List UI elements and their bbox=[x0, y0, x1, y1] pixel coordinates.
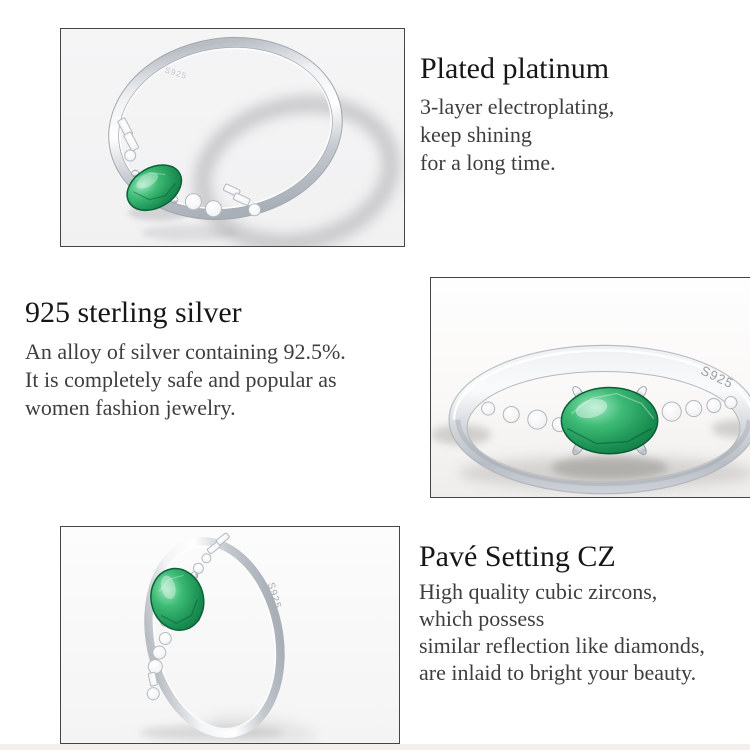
feature-heading: Plated platinum bbox=[420, 52, 610, 85]
feature-text-line: 3-layer electroplating, bbox=[420, 94, 615, 119]
ring-shadow bbox=[139, 709, 318, 743]
emerald-gem bbox=[561, 385, 657, 457]
feature-text-line: similar reflection like diamonds, bbox=[419, 633, 705, 658]
s925-engraving: S925 bbox=[698, 362, 736, 392]
feature-sterling-silver bbox=[25, 296, 346, 422]
feature-plated-platinum bbox=[420, 52, 614, 177]
feature-text-line: An alloy of silver containing 92.5%. bbox=[25, 339, 346, 364]
feature-text-line: women fashion jewelry. bbox=[25, 395, 236, 420]
ring-angled-illustration bbox=[61, 29, 404, 246]
ring-standing-illustration bbox=[61, 527, 399, 743]
feature-text-line: It is completely safe and popular as bbox=[25, 367, 337, 392]
s925-engraving: S925 bbox=[163, 65, 189, 81]
ring-photo-standing bbox=[60, 526, 400, 744]
s925-engraving: S925 bbox=[264, 581, 283, 611]
feature-text-line: for a long time. bbox=[420, 150, 556, 175]
feature-pave-setting-cz bbox=[419, 540, 705, 686]
silver-band bbox=[128, 527, 301, 743]
next-section-preview-strip bbox=[0, 744, 750, 750]
feature-heading: Pavé Setting CZ bbox=[419, 540, 616, 573]
feature-text-line: are inlaid to bright your beauty. bbox=[419, 660, 697, 685]
ring-front-illustration bbox=[431, 278, 750, 497]
feature-heading: 925 sterling silver bbox=[25, 296, 242, 329]
feature-text-line: keep shining bbox=[420, 122, 532, 147]
ring-photo-front bbox=[430, 277, 750, 498]
ring-photo-angled bbox=[60, 28, 405, 247]
feature-text-line: which possess bbox=[419, 606, 545, 631]
feature-text-line: High quality cubic zircons, bbox=[419, 579, 658, 604]
